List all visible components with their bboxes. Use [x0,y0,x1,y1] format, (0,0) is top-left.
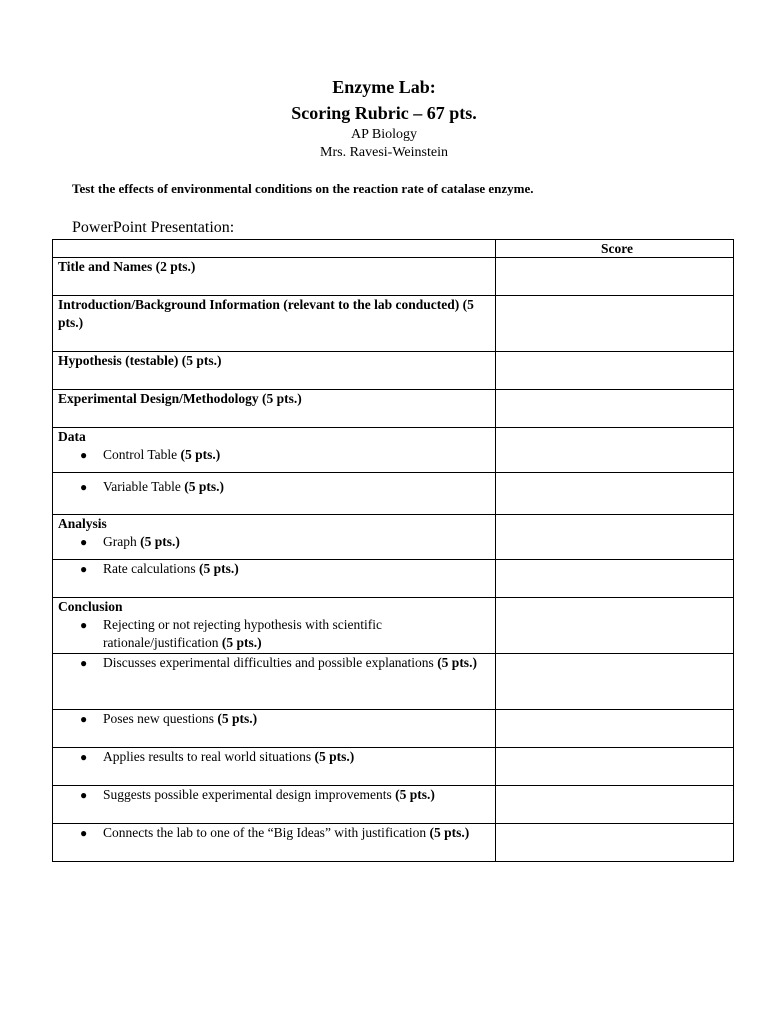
points-label: (5 pts.) [221,635,262,650]
score-cell[interactable] [496,258,734,296]
criterion-questions: Poses new questions [103,711,214,726]
criterion-intro: Introduction/Background Information (relevant to the lab conducted) (5 pts.) [53,296,496,352]
criterion-difficulties-cell [53,654,496,710]
list-item [58,560,495,578]
conclusion-heading: Conclusion [58,599,123,614]
bullet-icon: ● [80,535,88,549]
rubric-table [52,239,734,862]
bullet-icon: ● [80,712,88,726]
table-header-row [53,240,734,258]
criterion-analysis [53,515,496,560]
criterion-graph: Graph [103,534,137,549]
list-item [58,710,495,728]
table-row [53,473,734,515]
table-row [53,352,734,390]
table-row [53,598,734,654]
table-row [53,654,734,710]
list-item [58,616,495,652]
criterion-improvements-cell [53,786,496,824]
points-label: (5 pts.) [429,825,470,840]
score-cell[interactable] [496,786,734,824]
criterion-questions-cell [53,710,496,748]
criterion-control-table: Control Table [103,447,178,462]
table-row [53,428,734,473]
list-item [58,478,495,496]
criterion-rate [53,560,496,598]
score-cell[interactable] [496,352,734,390]
bullet-icon: ● [80,656,88,670]
criterion-rejecting: Rejecting or not rejecting hypothesis with scientific rationale/justification [103,617,382,650]
criterion-variable [53,473,496,515]
table-row [53,748,734,786]
list-item [58,748,495,766]
score-header: Score [496,240,734,258]
bullet-icon: ● [80,750,88,764]
list-item [58,446,495,464]
criterion-real-world-cell [53,748,496,786]
score-cell[interactable] [496,390,734,428]
list-item [58,786,495,804]
table-row [53,786,734,824]
criterion-big-ideas-cell [53,824,496,862]
score-cell[interactable] [496,654,734,710]
analysis-heading: Analysis [58,516,107,531]
criterion-hypothesis: Hypothesis (testable) (5 pts.) [53,352,496,390]
criterion-variable-table: Variable Table [103,479,181,494]
bullet-icon: ● [80,618,88,632]
criterion-big-ideas: Connects the lab to one of the “Big Ideas” with justification [103,825,427,840]
bullet-icon: ● [80,826,88,840]
points-label: (5 pts.) [217,711,258,726]
data-heading: Data [58,429,86,444]
document-title: Enzyme Lab: [332,77,436,97]
bullet-icon: ● [80,480,88,494]
score-cell[interactable] [496,598,734,654]
criterion-title-names: Title and Names (2 pts.) [53,258,496,296]
score-cell[interactable] [496,473,734,515]
points-label: (5 pts.) [395,787,435,802]
document-subtitle: Scoring Rubric – 67 pts. [291,103,477,123]
score-cell[interactable] [496,296,734,352]
points-label: (5 pts.) [180,447,221,462]
table-row [53,390,734,428]
bullet-icon: ● [80,788,88,802]
criterion-design: Experimental Design/Methodology (5 pts.) [53,390,496,428]
list-item [58,654,495,672]
score-cell[interactable] [496,824,734,862]
table-row [53,515,734,560]
criteria-header-cell [53,240,496,258]
bullet-icon: ● [80,448,88,462]
criterion-improvements: Suggests possible experimental design improvements [103,787,392,802]
criterion-real-world: Applies results to real world situations [103,749,312,764]
list-item [58,824,495,842]
score-cell[interactable] [496,560,734,598]
table-row [53,710,734,748]
section-heading: PowerPoint Presentation: [72,219,235,236]
lab-objective: Test the effects of environmental conditions on the reaction rate of catalase enzyme. [72,181,534,196]
list-item [58,533,495,551]
table-row [53,258,734,296]
score-cell[interactable] [496,748,734,786]
table-row [53,560,734,598]
criterion-conclusion [53,598,496,654]
criterion-difficulties: Discusses experimental difficulties and possible explanations [103,655,434,670]
score-cell[interactable] [496,710,734,748]
points-label: (5 pts.) [198,561,239,576]
course-name: AP Biology [351,127,417,142]
bullet-icon: ● [80,562,88,576]
criterion-data [53,428,496,473]
points-label: (5 pts.) [437,655,477,670]
score-cell[interactable] [496,428,734,473]
table-row [53,824,734,862]
points-label: (5 pts.) [314,749,355,764]
criterion-rate-calculations: Rate calculations [103,561,196,576]
teacher-name: Mrs. Ravesi-Weinstein [320,145,448,160]
points-label: (5 pts.) [184,479,225,494]
table-row [53,296,734,352]
score-cell[interactable] [496,515,734,560]
points-label: (5 pts.) [140,534,180,549]
